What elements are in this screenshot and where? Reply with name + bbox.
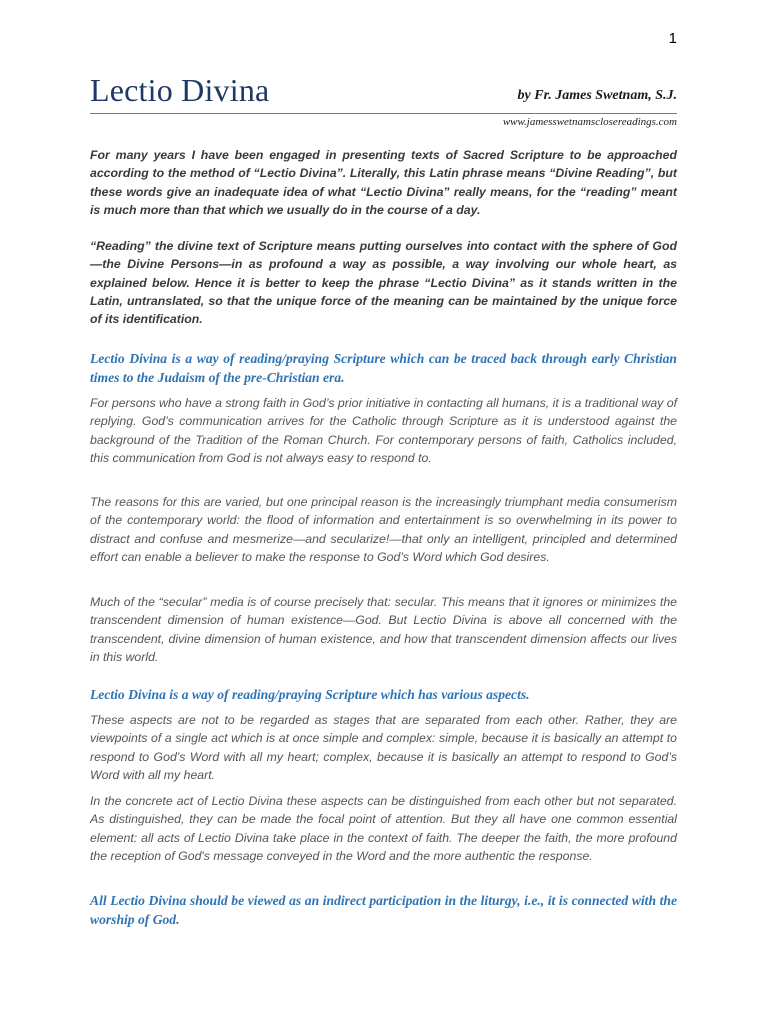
section1-paragraph-2: The reasons for this are varied, but one principal reason is the increasingly triumphant media consumerism of the contemporary world: the flood of information and entertainment is so overwhelming in its power to distract and confuse and mesmerize—and secularize!—that only an intelligent, principled and determined effort can enable a believer to make the response to God’s Word which God desires. (90, 495, 677, 564)
intro-paragraph-1: For many years I have been engaged in presenting texts of Sacred Scripture to be approached according to the method of “Lectio Divina”. Literally, this Latin phrase means “Divine Reading”, but these words give an inadequate idea of what “Lectio Divina” really means, for the “reading” meant is much more than that which we usually do in the course of a day. (90, 148, 677, 217)
section1-paragraph-3: Much of the “secular” media is of course precisely that: secular. This means that it ignores or minimizes the transcendent dimension of human existence—God. But Lectio Divina is above all concerned with the transcendent, divine dimension of human existence, and how that transcendent dimension affects our lives in this world. (90, 595, 677, 664)
section1-paragraph-1: For persons who have a strong faith in God’s prior initiative in contacting all humans, it is a traditional way of replying. God’s communication arrives for the Catholic through Scripture as it is understood against the background of the Tradition of the Roman Church. For contemporary persons of faith, Catholics included, this communication from God is not always easy to respond to. (90, 396, 677, 465)
section-heading-1: Lectio Divina is a way of reading/praying Scripture which can be traced back through early Christian times to the Judaism of the pre-Christian era. (90, 351, 677, 385)
section2-paragraph-2: In the concrete act of Lectio Divina these aspects can be distinguished from each other but not separated. As distinguished, they can be made the focal point of attention. But they all have one common essential element: all acts of Lectio Divina take place in the context of faith. The deeper the faith, the more profound the reception of God's message conveyed in the Word and the more authentic the response. (90, 794, 677, 863)
section-heading-2: Lectio Divina is a way of reading/praying Scripture which has various aspects. (90, 687, 530, 702)
section-heading-3: All Lectio Divina should be viewed as an indirect participation in the liturgy, i.e., it is connected with the worship of God. (90, 893, 677, 927)
title-divider (90, 113, 677, 114)
author-byline: by Fr. James Swetnam, S.J. (517, 88, 677, 103)
page-number: 1 (668, 30, 677, 47)
section2-paragraph-1: These aspects are not to be regarded as stages that are separated from each other. Rather, they are viewpoints of a single act which is at once simple and complex: simple, because it is basically an attempt to respond to God’s Word with all my heart; complex, because it is basically an attempt to respond to God’s Word with all my heart. (90, 713, 677, 782)
document-title: Lectio Divina (90, 72, 270, 108)
intro-paragraph-2: “Reading” the divine text of Scripture means putting ourselves into contact with the sphere of God—the Divine Persons—in as profound a way as possible, a way involving our whole heart, as explained below. Hence it is better to keep the phrase “Lectio Divina” as it stands written in the Latin, untranslated, so that the unique force of the meaning can be maintained by the unique force of its identification. (90, 239, 677, 327)
website-url: www.jamesswetnamsclosereadings.com (502, 116, 677, 128)
